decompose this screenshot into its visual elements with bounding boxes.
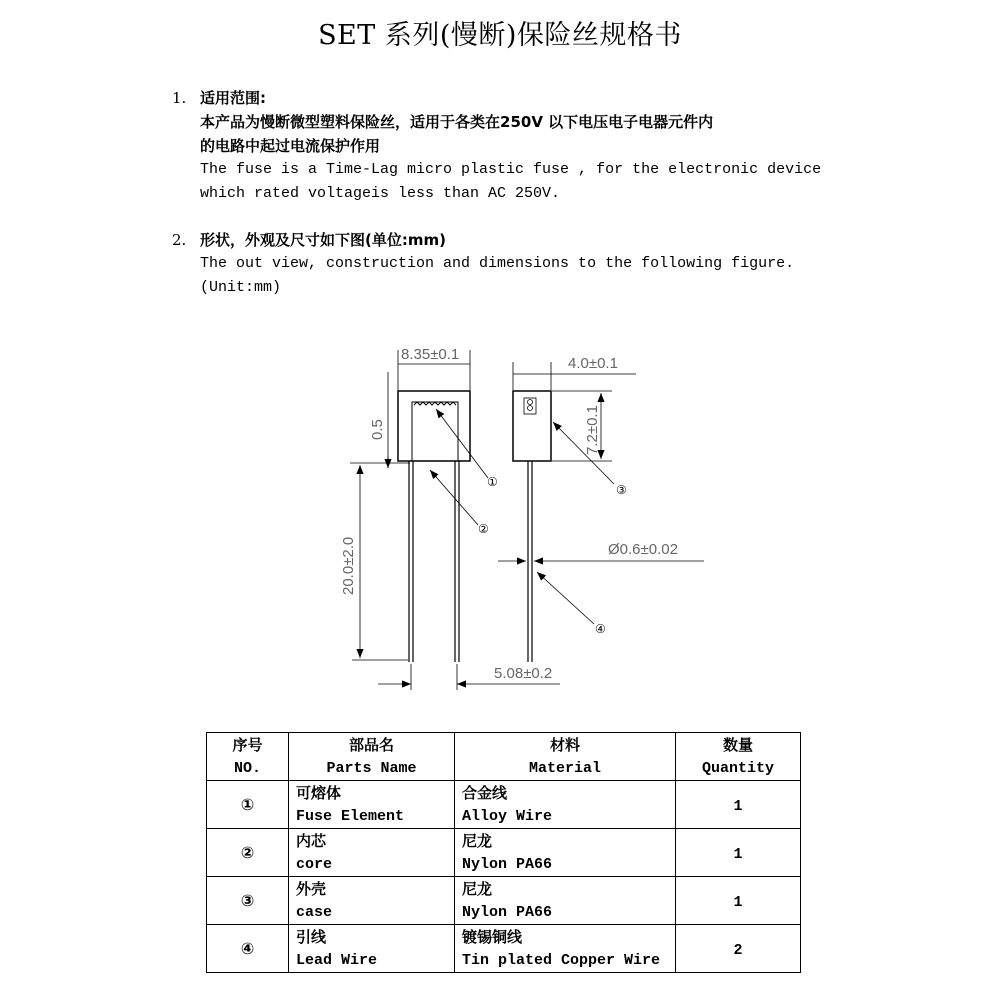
table-header-row xyxy=(207,733,801,781)
dim-pitch-label: 5.08±0.2 xyxy=(494,665,553,682)
row-part-name: 引线 Lead Wire xyxy=(289,925,455,973)
table-row xyxy=(207,925,801,973)
section-scope xyxy=(172,86,852,206)
header-parts-name: 部品名 Parts Name xyxy=(289,733,455,781)
row-number: ④ xyxy=(207,925,289,973)
marker-3: ③ xyxy=(616,483,627,497)
dimensions-en-line-2: (Unit:mm) xyxy=(200,279,282,296)
row-quantity: 1 xyxy=(676,781,801,829)
fuse-dimension-drawing xyxy=(300,330,720,700)
header-quantity: 数量 Quantity xyxy=(676,733,801,781)
parts-table xyxy=(206,732,801,973)
row-number: ② xyxy=(207,829,289,877)
marker-4: ④ xyxy=(595,622,606,636)
row-material: 尼龙 Nylon PA66 xyxy=(455,877,676,925)
dim-wire-diameter-label: Ø0.6±0.02 xyxy=(608,541,678,558)
dimensions-en-line-1: The out view, construction and dimensions to the following figure. xyxy=(200,255,795,272)
row-quantity: 1 xyxy=(676,877,801,925)
side-view-case-outline xyxy=(513,391,551,461)
row-part-name: 内芯 core xyxy=(289,829,455,877)
row-material: 合金线 Alloy Wire xyxy=(455,781,676,829)
table-row xyxy=(207,781,801,829)
document-title: SET 系列(慢断)保险丝规格书 xyxy=(318,20,682,51)
table-row xyxy=(207,877,801,925)
side-view-core-outline xyxy=(524,398,536,414)
scope-en-line-2: which rated voltageis less than AC 250V. xyxy=(200,185,561,202)
section-number: 2. xyxy=(172,231,187,249)
row-quantity: 1 xyxy=(676,829,801,877)
dim-top-label: 0.5 xyxy=(369,419,386,440)
dim-height-label: 7.2±0.1 xyxy=(584,405,601,455)
section-scope-heading xyxy=(172,86,852,110)
dim-lead-length-label: 20.0±2.0 xyxy=(340,536,357,595)
section-number: 1. xyxy=(172,89,187,107)
row-part-name: 外壳 case xyxy=(289,877,455,925)
marker-2: ② xyxy=(478,522,489,536)
table-row xyxy=(207,829,801,877)
row-material: 镀锡铜线 Tin plated Copper Wire xyxy=(455,925,676,973)
section-dimensions xyxy=(172,228,852,300)
front-view-core-outline xyxy=(412,402,458,461)
section-dimensions-heading xyxy=(172,228,852,252)
header-no: 序号 NO. xyxy=(207,733,289,781)
side-view xyxy=(498,355,704,662)
section-heading-text: 适用范围: xyxy=(200,89,266,107)
row-part-name: 可熔体 Fuse Element xyxy=(289,781,455,829)
dim-depth-label: 4.0±0.1 xyxy=(568,355,618,372)
scope-zh-line-2: 的电路中起过电流保护作用 xyxy=(200,137,381,155)
marker-1: ① xyxy=(487,475,498,489)
row-number: ③ xyxy=(207,877,289,925)
section-heading-text: 形状，外观及尺寸如下图(单位:mm) xyxy=(200,231,446,249)
scope-en-line-1: The fuse is a Time-Lag micro plastic fuse , for the electronic device xyxy=(200,161,822,178)
scope-zh-line-1: 本产品为慢断微型塑料保险丝，适用于各类在250V 以下电压电子电器元件内 xyxy=(200,113,714,131)
row-material: 尼龙 Nylon PA66 xyxy=(455,829,676,877)
dim-width-label: 8.35±0.1 xyxy=(401,346,460,363)
header-material: 材料 Material xyxy=(455,733,676,781)
row-quantity: 2 xyxy=(676,925,801,973)
row-number: ① xyxy=(207,781,289,829)
